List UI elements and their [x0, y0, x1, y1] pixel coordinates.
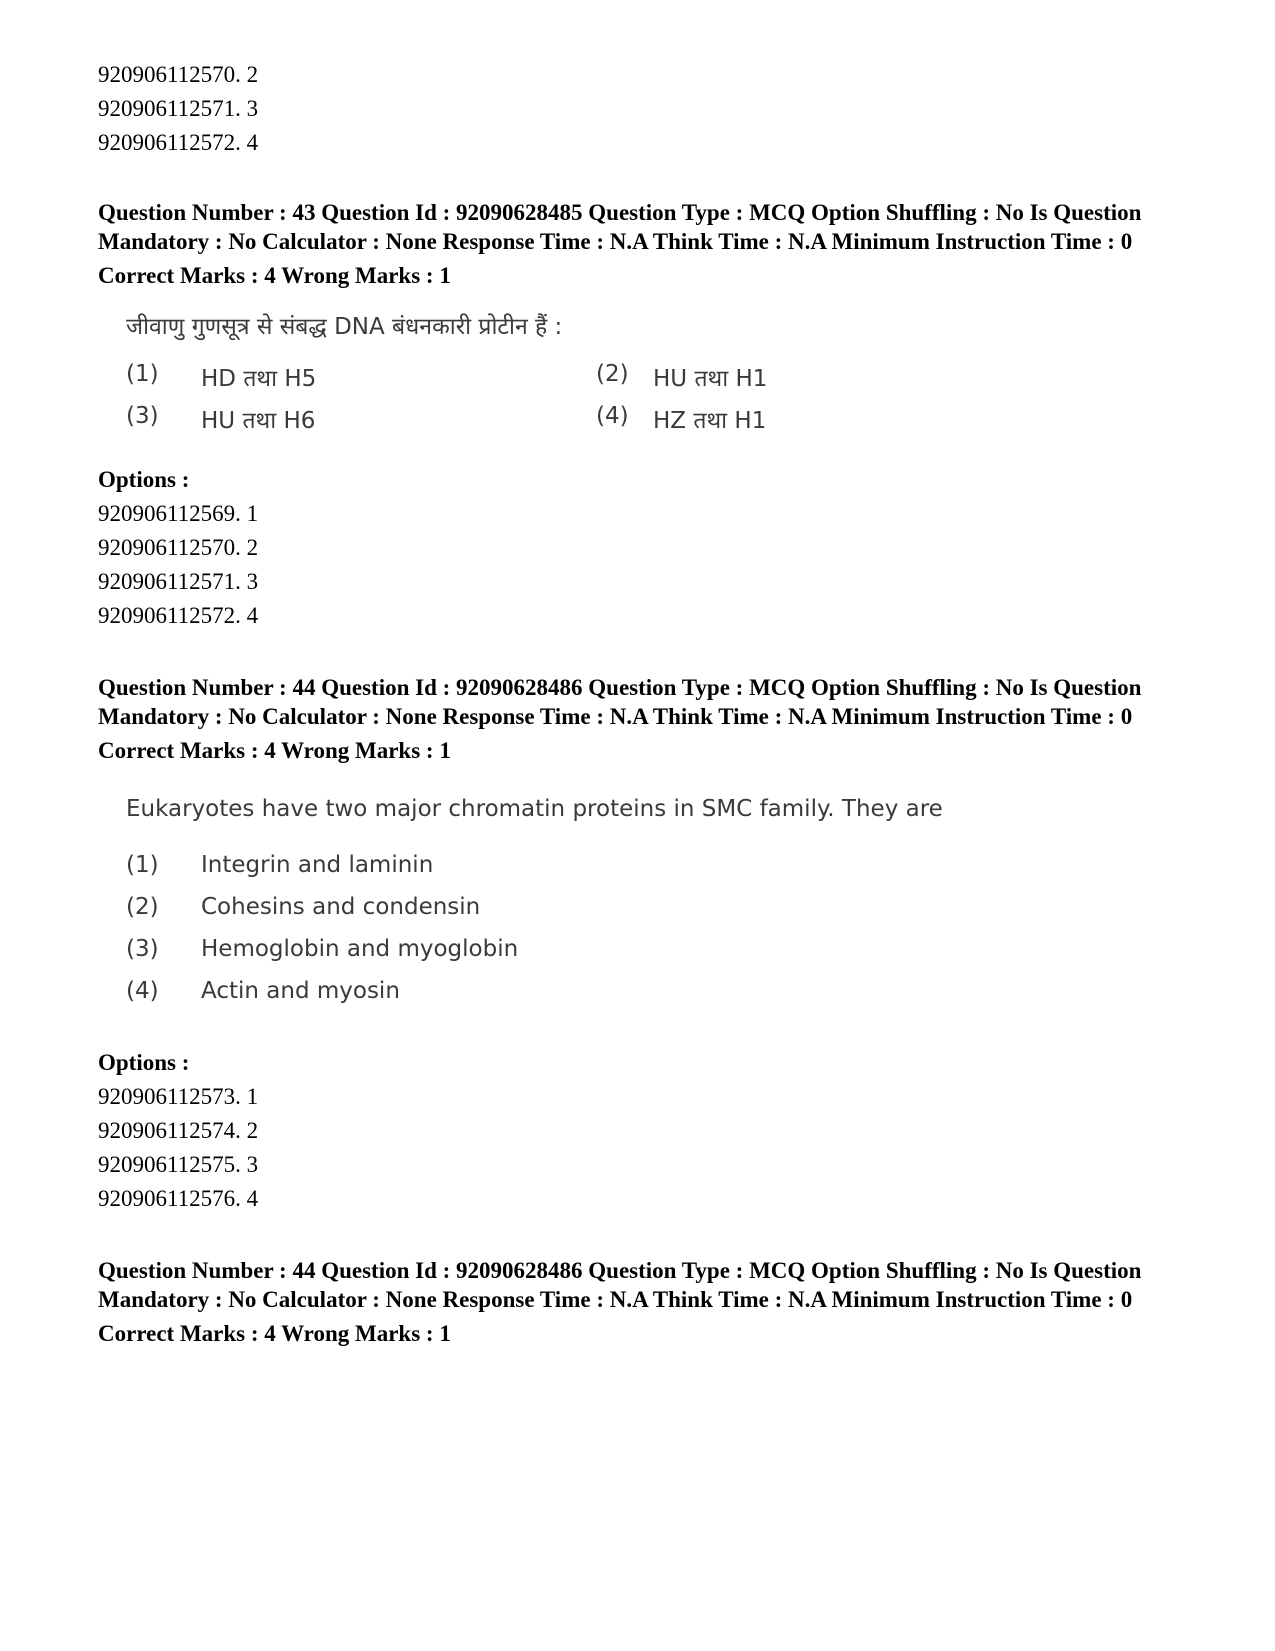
choice-number: (4): [596, 403, 629, 429]
question-marks: Correct Marks : 4 Wrong Marks : 1: [98, 738, 451, 763]
question-marks: Correct Marks : 4 Wrong Marks : 1: [98, 1321, 451, 1346]
choice-row: [126, 886, 1198, 928]
option-list: [98, 1080, 1198, 1216]
option-id: 920906112573. 1: [98, 1084, 259, 1109]
choice-text: Integrin and laminin: [201, 852, 434, 878]
choice-number: (1): [126, 361, 159, 387]
option-id: 920906112572. 4: [98, 130, 259, 155]
question-body: [98, 309, 1198, 435]
question-marks: Correct Marks : 4 Wrong Marks : 1: [98, 263, 451, 288]
option-id: 920906112572. 4: [98, 603, 259, 628]
choice-grid: [98, 361, 1198, 435]
option-id: 920906112570. 2: [98, 62, 259, 87]
choice-number: (3): [126, 403, 159, 429]
choice-text: Cohesins and condensin: [201, 894, 481, 920]
choice-text: Hemoglobin and myoglobin: [201, 936, 519, 962]
option-id: 920906112570. 2: [98, 535, 259, 560]
question-44-block: [98, 673, 1198, 1216]
option-list: [98, 497, 1198, 633]
option-id: 920906112574. 2: [98, 1118, 259, 1143]
choice-text: HU तथा H1: [653, 366, 768, 392]
option-id: 920906112576. 4: [98, 1186, 259, 1211]
choice-text: HD तथा H5: [201, 366, 317, 392]
choice-row: [126, 844, 1198, 886]
option-id: 920906112571. 3: [98, 96, 259, 121]
choice-number: (1): [126, 852, 159, 878]
choice-text: HZ तथा H1: [653, 408, 767, 434]
choice-list: [98, 844, 1198, 1012]
choice-number: (4): [126, 978, 159, 1004]
choice-text: HU तथा H6: [201, 408, 316, 434]
choice-number: (2): [126, 894, 159, 920]
question-meta: Question Number : 44 Question Id : 92090628486 Question Type : MCQ Option Shuffling : No Is Question Mandatory : No Calculator : None Response Time : N.A Think Time : N.A Minimum Instruction Time : 0: [98, 675, 1142, 729]
choice-number: (2): [596, 361, 629, 387]
options-label: Options :: [98, 1050, 190, 1075]
option-id: 920906112569. 1: [98, 501, 259, 526]
options-label: Options :: [98, 467, 190, 492]
question-stem: Eukaryotes have two major chromatin proteins in SMC family. They are: [126, 796, 943, 822]
question-43-block: [98, 198, 1198, 633]
choice-text: Actin and myosin: [201, 978, 400, 1004]
choice-row: [126, 928, 1198, 970]
option-id: 920906112575. 3: [98, 1152, 259, 1177]
question-meta: Question Number : 43 Question Id : 92090628485 Question Type : MCQ Option Shuffling : No Is Question Mandatory : No Calculator : None Response Time : N.A Think Time : N.A Minimum Instruction Time : 0: [98, 200, 1142, 254]
top-option-list: [98, 58, 1198, 160]
option-id: 920906112571. 3: [98, 569, 259, 594]
choice-number: (3): [126, 936, 159, 962]
question-stem: जीवाणु गुणसूत्र से संबद्ध DNA बंधनकारी प्रोटीन हैं :: [126, 314, 563, 340]
question-meta: Question Number : 44 Question Id : 92090628486 Question Type : MCQ Option Shuffling : No Is Question Mandatory : No Calculator : None Response Time : N.A Think Time : N.A Minimum Instruction Time : 0: [98, 1258, 1142, 1312]
question-body: [98, 796, 1198, 1012]
choice-row: [126, 970, 1198, 1012]
question-44-repeat-block: [98, 1256, 1198, 1351]
document-page: [98, 58, 1198, 1351]
